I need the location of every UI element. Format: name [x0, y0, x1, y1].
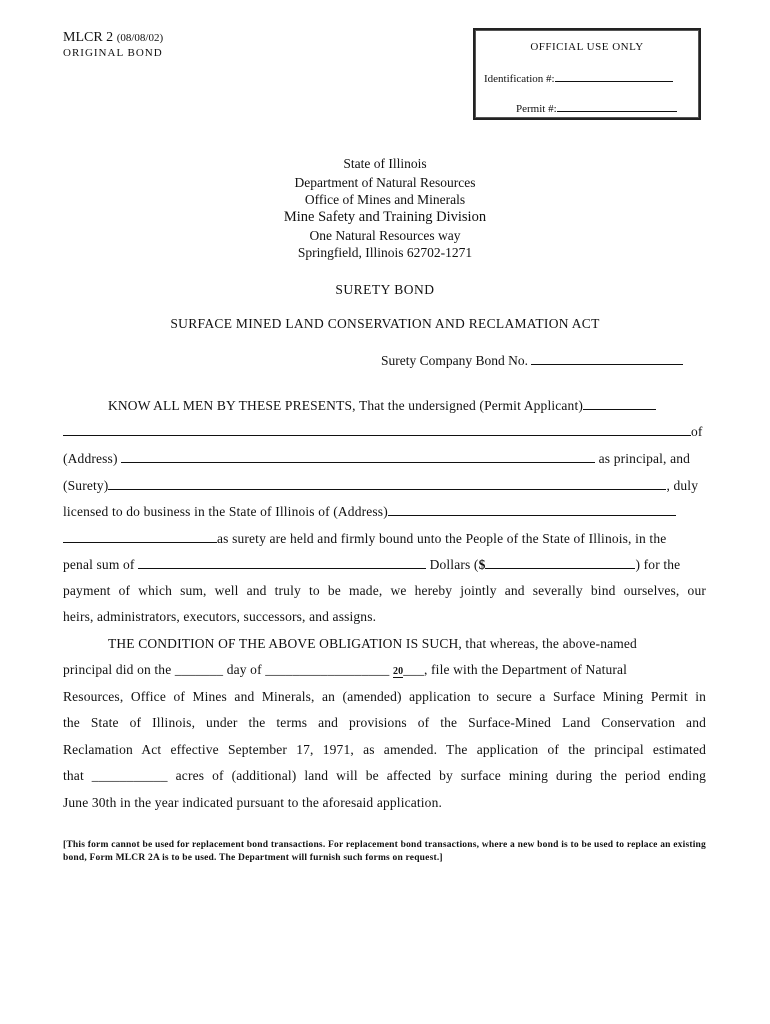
body-line-6	[63, 530, 706, 547]
penal-sum-words-field[interactable]	[138, 556, 426, 569]
body-know-all-men: KNOW ALL MEN BY THESE PRESENTS, That the undersigned (Permit Applicant)	[108, 398, 583, 413]
body-line-2	[63, 423, 706, 440]
agency-division: Mine Safety and Training Division	[283, 209, 487, 225]
dollar-sign: $	[478, 557, 486, 572]
official-use-box	[473, 28, 701, 120]
body-of: of	[691, 424, 703, 439]
year-prefix: 20	[392, 666, 404, 677]
body-line-1	[108, 397, 706, 414]
body-dollars: Dollars (	[429, 557, 479, 572]
body-line-11	[63, 662, 706, 678]
surety-name-field[interactable]	[108, 477, 666, 490]
body-as-principal: as principal, and	[598, 451, 691, 466]
permit-applicant-field[interactable]	[583, 397, 656, 410]
body-duly: , duly	[666, 478, 699, 493]
body-for-the: ) for the	[635, 557, 681, 572]
body-line-16: June 30th in the year indicated pursuant to the aforesaid application.	[63, 795, 443, 810]
identification-field[interactable]	[555, 70, 673, 82]
body-penal-sum: penal sum of	[63, 557, 135, 572]
permit-row	[516, 100, 677, 115]
document-title: SURETY BOND	[335, 282, 435, 297]
agency-state: State of Illinois	[343, 156, 427, 171]
form-type: ORIGINAL BOND	[63, 47, 163, 59]
body-held-bound: as surety are held and firmly bound unto the People of the State of Illinois, in the	[217, 531, 667, 546]
identification-label: Identification #:	[484, 73, 555, 85]
body-line-8: payment of which sum, well and truly to be made, we hereby jointly and severally bind ourselves, our	[63, 583, 706, 598]
agency-street: One Natural Resources way	[309, 228, 461, 243]
body-line-7	[63, 556, 706, 573]
body-line-14: Reclamation Act effective September 17, 1971, as amended. The application of the principal estimated	[63, 742, 706, 757]
bond-number-label: Surety Company Bond No.	[381, 353, 528, 368]
surety-address-field[interactable]	[388, 503, 676, 516]
bond-number-field[interactable]	[531, 352, 683, 365]
surety-address-continued-field[interactable]	[63, 530, 217, 543]
footnote: [This form cannot be used for replacement bond transactions. For replacement bond transactions, where a new bond is to be used to replace an existing bond, Form MLCR 2A is to be used. The Department will furnish such forms on request.]	[63, 840, 706, 863]
body-line-13: the State of Illinois, under the terms and provisions of the Surface-Mined Land Conservation and	[63, 715, 706, 730]
body-line-3	[63, 450, 706, 467]
agency-city: Springfield, Illinois 62702-1271	[297, 245, 473, 260]
form-code	[63, 30, 163, 46]
identification-row	[484, 70, 673, 85]
applicant-name-field[interactable]	[63, 423, 691, 436]
body-licensed: licensed to do business in the State of Illinois of (Address)	[63, 504, 388, 519]
body-file-with: ___, file with the Department of Natural	[403, 662, 628, 677]
agency-department: Department of Natural Resources	[294, 175, 476, 190]
body-line-4	[63, 477, 706, 494]
document-subtitle: SURFACE MINED LAND CONSERVATION AND RECLAMATION ACT	[170, 316, 600, 331]
body-line-9: heirs, administrators, executors, successors, and assigns.	[63, 609, 377, 624]
agency-office: Office of Mines and Minerals	[304, 192, 466, 207]
form-code-text: MLCR 2	[63, 30, 114, 45]
body-address-label: (Address)	[63, 451, 118, 466]
body-line-12: Resources, Office of Mines and Minerals, an (amended) application to secure a Surface Mining Permit in	[63, 689, 706, 704]
body-surety-label: (Surety)	[63, 478, 109, 493]
body-line-10: THE CONDITION OF THE ABOVE OBLIGATION IS SUCH, that whereas, the above-named	[108, 636, 637, 651]
form-date: (08/08/02)	[116, 32, 164, 44]
body-line-15: that ___________ acres of (additional) land will be affected by surface mining during the period ending	[63, 768, 706, 783]
bond-number-row	[381, 352, 683, 369]
penal-sum-amount-field[interactable]	[485, 556, 635, 569]
permit-label: Permit #:	[516, 103, 557, 115]
body-line-5	[63, 503, 706, 520]
official-use-title: OFFICIAL USE ONLY	[530, 41, 644, 53]
permit-field[interactable]	[557, 100, 677, 112]
body-filing-date: principal did on the _______ day of __________________	[63, 662, 390, 677]
principal-address-field[interactable]	[121, 450, 595, 463]
